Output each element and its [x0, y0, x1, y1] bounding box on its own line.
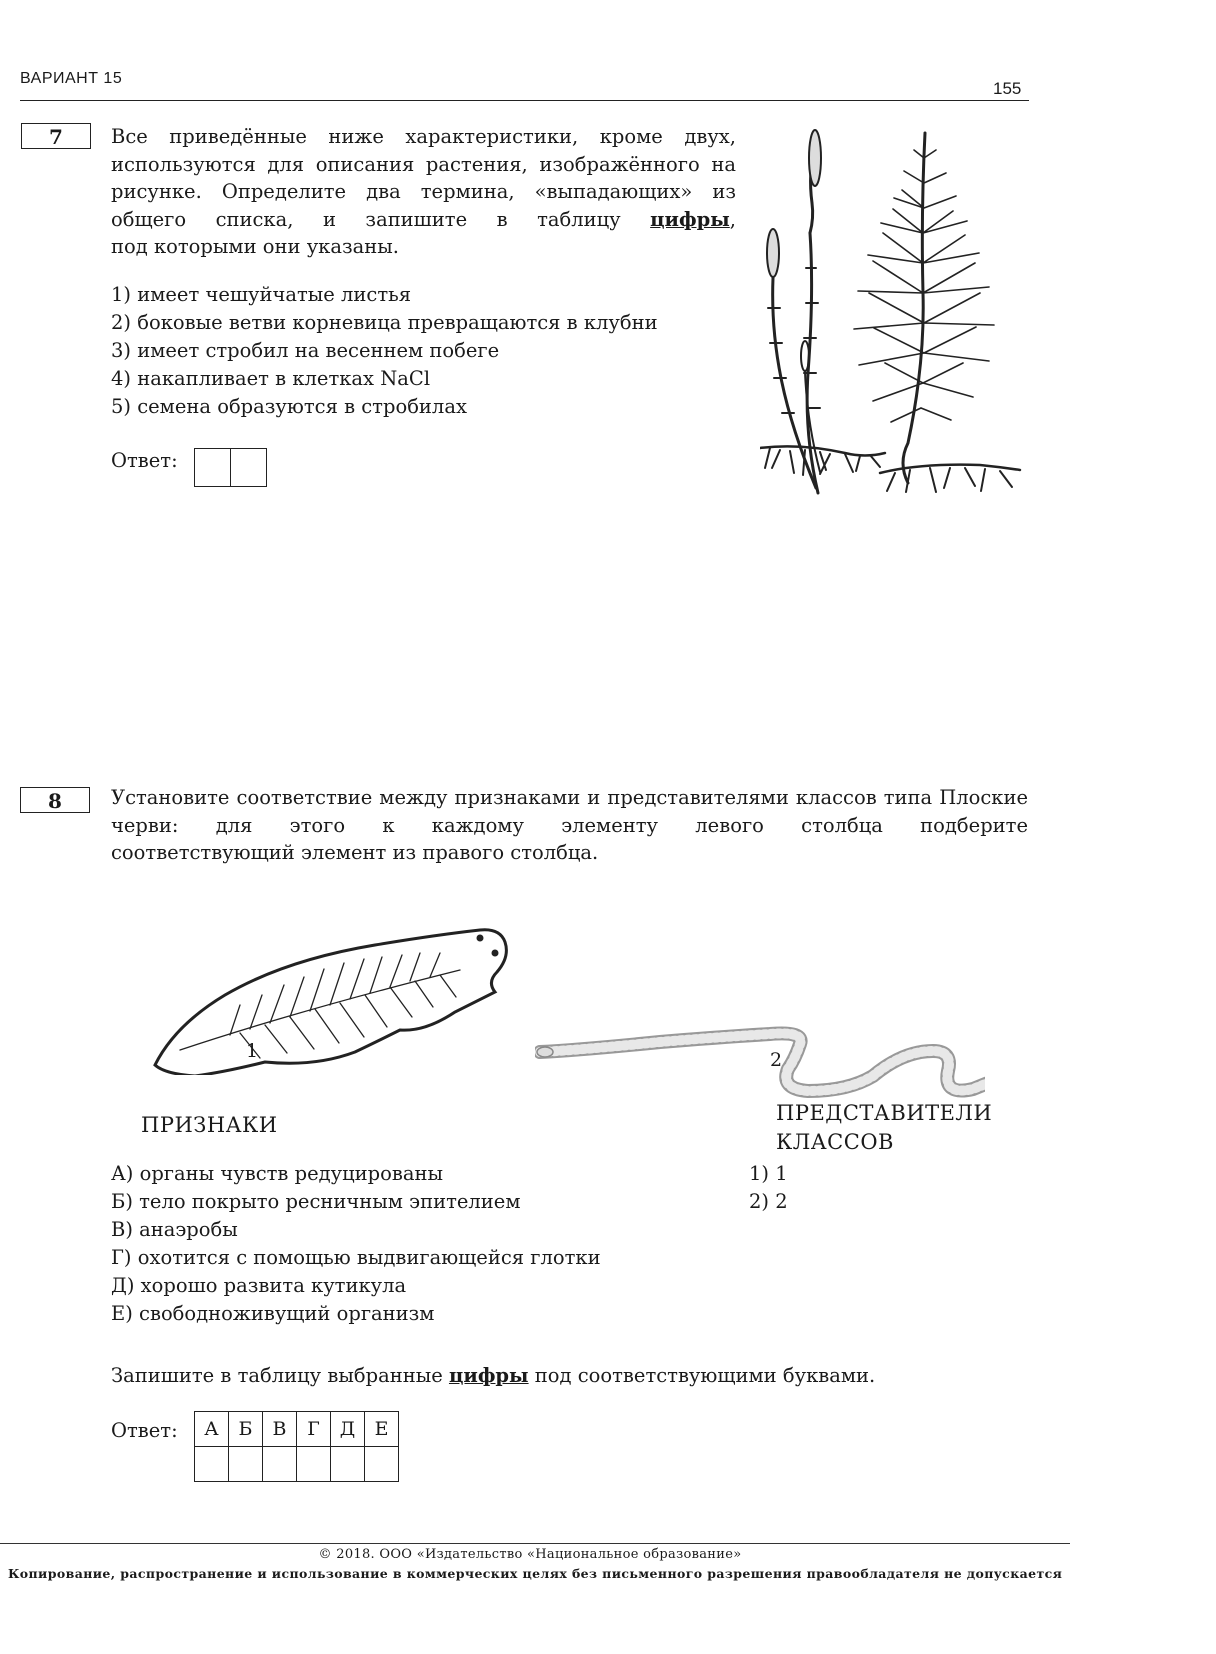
feature-item: Г) охотится с помощью выдвигающейся глотки: [111, 1246, 601, 1269]
footer-divider: [0, 1543, 1070, 1544]
planarian-illustration: [150, 925, 510, 1075]
q7-line: используются для описания растения, изображённого: [111, 152, 700, 176]
option-item: 3) имеет стробил на весеннем побеге: [111, 339, 500, 362]
answer-digits-row: [195, 1447, 399, 1482]
feature-item: Е) свободноживущий организм: [111, 1302, 435, 1325]
q7-answer-label: Ответ:: [111, 449, 178, 472]
page-number: 155: [993, 79, 1022, 98]
answer-cell[interactable]: [365, 1447, 399, 1482]
option-item: 2) боковые ветви корневица превращаются в клубни: [111, 311, 658, 334]
classes-header-line: КЛАССОВ: [776, 1130, 894, 1154]
answer-cell[interactable]: [263, 1447, 297, 1482]
answer-letter: Б: [229, 1412, 263, 1447]
q7-line: из общего списка, и запишите в таблицу цифры,: [111, 180, 737, 231]
emphasis-digits: цифры: [448, 1364, 529, 1387]
answer-letter: В: [263, 1412, 297, 1447]
q8-instruction: Запишите в таблицу выбранные цифры под соответствующими буквами.: [111, 1364, 876, 1387]
answer-cell[interactable]: [194, 448, 231, 487]
q8-answer-label: Ответ:: [111, 1419, 178, 1442]
feature-item: Б) тело покрыто ресничным эпителием: [111, 1190, 521, 1213]
question-8-text: [111, 784, 1028, 867]
q8-answer-grid: [194, 1411, 399, 1482]
answer-letter: Г: [297, 1412, 331, 1447]
header-divider: [20, 100, 1029, 101]
q8-line: Плоские черви: для этого к каждому элементу левого столбца подберите: [111, 786, 1028, 837]
q8-line: Установите соответствие между признаками и представителями классов типа: [111, 786, 933, 809]
q7-line: на рисунке. Определите два термина, «выпадающих»: [111, 152, 736, 203]
answer-letter: А: [195, 1412, 229, 1447]
classes-list: [749, 1160, 788, 1216]
option-item: 5) семена образуются в стробилах: [111, 395, 467, 418]
copyright-notice: Копирование, распространение и использование в коммерческих целях без письменного разрешения правообладателя не допускается: [8, 1566, 1063, 1581]
emphasis-digits: цифры: [650, 207, 730, 231]
figure-1-caption: 1: [246, 1040, 259, 1062]
answer-letter: Е: [365, 1412, 399, 1447]
class-item: 2) 2: [749, 1190, 788, 1213]
answer-cell[interactable]: [195, 1447, 229, 1482]
horsetail-plant-illustration: [760, 128, 1030, 508]
question-7-number: 7: [21, 123, 91, 149]
answer-cell[interactable]: [297, 1447, 331, 1482]
option-item: 1) имеет чешуйчатые листья: [111, 283, 412, 306]
features-list: [111, 1160, 601, 1328]
class-item: 1) 1: [749, 1162, 788, 1185]
q8-line: соответствующий элемент из правого столбца.: [111, 841, 599, 864]
classes-header: [776, 1099, 992, 1157]
feature-item: Д) хорошо развита кутикула: [111, 1274, 407, 1297]
tapeworm-illustration: [535, 1010, 985, 1100]
question-7-text: [111, 123, 736, 261]
figure-2-caption: 2: [770, 1049, 783, 1071]
feature-item: А) органы чувств редуцированы: [111, 1162, 443, 1185]
classes-header-line: ПРЕДСТАВИТЕЛИ: [776, 1101, 993, 1125]
q7-line: Все приведённые ниже характеристики, кроме двух,: [111, 125, 736, 148]
variant-label: ВАРИАНТ 15: [20, 70, 123, 87]
question-8-number: 8: [20, 787, 90, 813]
answer-letter: Д: [331, 1412, 365, 1447]
answer-letters-row: [195, 1412, 399, 1447]
answer-cell[interactable]: [230, 448, 267, 487]
answer-cell[interactable]: [229, 1447, 263, 1482]
q7-line: под которыми они указаны.: [111, 235, 399, 258]
answer-cell[interactable]: [331, 1447, 365, 1482]
features-header: ПРИЗНАКИ: [141, 1113, 278, 1137]
option-item: 4) накапливает в клетках NaCl: [111, 367, 431, 390]
copyright-line: © 2018. ООО «Издательство «Национальное образование»: [318, 1547, 742, 1562]
feature-item: В) анаэробы: [111, 1218, 238, 1241]
q7-answer-boxes: [194, 448, 267, 487]
question-7-options: [111, 281, 658, 421]
